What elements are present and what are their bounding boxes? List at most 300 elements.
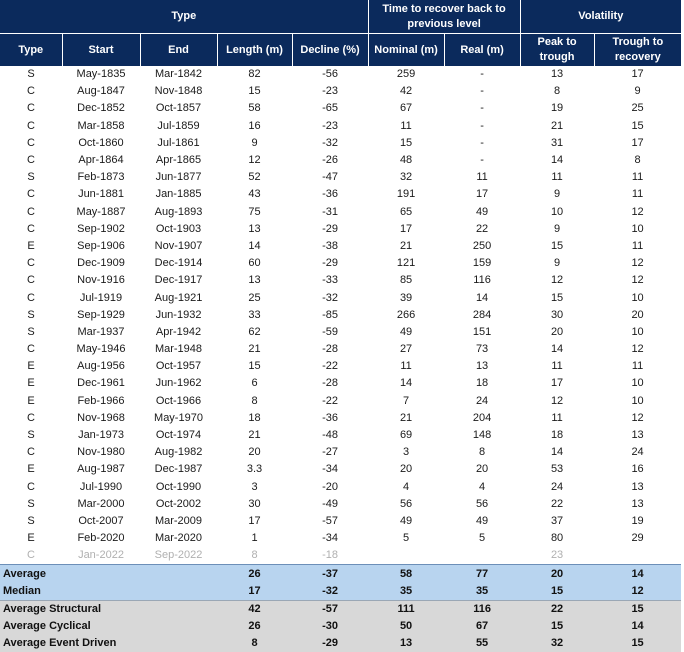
cell-trough-to-recovery: 13 bbox=[631, 480, 644, 493]
cell-start: May-1946 bbox=[76, 343, 126, 356]
cell-peak-to-trough: 15 bbox=[550, 239, 564, 252]
cell-nominal: 42 bbox=[399, 85, 413, 98]
cell-real: 11 bbox=[476, 171, 488, 184]
cell-decline: -31 bbox=[322, 205, 338, 218]
column-header-decline: Decline (%) bbox=[292, 34, 368, 67]
cell-decline: -85 bbox=[322, 308, 338, 321]
cell-nominal: 15 bbox=[399, 136, 413, 149]
table-row bbox=[0, 238, 681, 255]
cell-type: S bbox=[27, 171, 35, 184]
cell-real: - bbox=[480, 119, 484, 132]
cell-real: 67 bbox=[444, 618, 520, 635]
cell-length: 25 bbox=[248, 291, 261, 304]
cell-type: C bbox=[27, 480, 35, 493]
table-row bbox=[0, 118, 681, 135]
cell-peak-to-trough: 15 bbox=[520, 583, 594, 601]
cell-nominal: 3 bbox=[403, 446, 410, 459]
cell-length: 18 bbox=[248, 411, 261, 424]
cell-end: Oct-1974 bbox=[155, 429, 202, 442]
cell-real: 148 bbox=[472, 429, 492, 442]
cell-length: 26 bbox=[217, 618, 292, 635]
cell-nominal: 50 bbox=[368, 618, 444, 635]
cell-trough-to-recovery: 25 bbox=[631, 102, 644, 115]
cell-peak-to-trough: 31 bbox=[550, 136, 564, 149]
cell-nominal: 13 bbox=[368, 635, 444, 652]
cell-trough-to-recovery: 14 bbox=[594, 618, 681, 635]
cell-type: C bbox=[27, 549, 35, 562]
table-summary bbox=[0, 565, 681, 652]
cell-real: 14 bbox=[475, 291, 489, 304]
cell-nominal: 266 bbox=[396, 308, 416, 321]
cell-nominal: 39 bbox=[399, 291, 413, 304]
cell-real: 49 bbox=[475, 205, 489, 218]
cell-nominal: 58 bbox=[368, 565, 444, 583]
table-row bbox=[0, 66, 681, 83]
cell-peak-to-trough: 53 bbox=[550, 463, 564, 476]
cell-peak-to-trough: 21 bbox=[550, 119, 564, 132]
cell-length: 20 bbox=[248, 446, 261, 459]
cell-real: 56 bbox=[475, 497, 489, 510]
cell-trough-to-recovery: 9 bbox=[634, 85, 641, 98]
cell-end: Aug-1893 bbox=[154, 205, 203, 218]
cell-peak-to-trough: 30 bbox=[550, 308, 564, 321]
cell-start: Mar-1937 bbox=[77, 325, 125, 338]
cell-peak-to-trough: 13 bbox=[550, 68, 564, 81]
cell-nominal: 191 bbox=[396, 188, 416, 201]
cell-end: Nov-1907 bbox=[154, 239, 203, 252]
cell-nominal: 14 bbox=[399, 377, 413, 390]
summary-row bbox=[0, 600, 681, 618]
cell-peak-to-trough: 23 bbox=[550, 549, 564, 562]
cell-nominal: 21 bbox=[399, 239, 413, 252]
summary-label: Average Structural bbox=[0, 600, 217, 618]
cell-peak-to-trough: 32 bbox=[520, 635, 594, 652]
cell-start: Apr-1864 bbox=[78, 154, 124, 167]
table-row bbox=[0, 375, 681, 392]
cell-real: 22 bbox=[475, 222, 489, 235]
cell-trough-to-recovery: 12 bbox=[631, 274, 644, 287]
cell-type: C bbox=[27, 222, 35, 235]
cell-real: - bbox=[480, 102, 484, 115]
cell-end: Oct-1903 bbox=[155, 222, 202, 235]
cell-decline: -34 bbox=[322, 463, 338, 476]
cell-decline: -49 bbox=[322, 497, 338, 510]
cell-nominal: 111 bbox=[368, 600, 444, 618]
cell-peak-to-trough: 15 bbox=[550, 291, 564, 304]
cell-start: Nov-1916 bbox=[77, 274, 125, 287]
cell-start: Nov-1968 bbox=[77, 411, 125, 424]
cell-real: 73 bbox=[475, 343, 489, 356]
cell-nominal: 5 bbox=[403, 532, 410, 545]
cell-length: 1 bbox=[251, 532, 258, 545]
summary-row bbox=[0, 618, 681, 635]
cell-type: S bbox=[27, 497, 35, 510]
cell-decline: -38 bbox=[322, 239, 338, 252]
table-row bbox=[0, 221, 681, 238]
cell-end: Jul-1859 bbox=[157, 119, 200, 132]
table-row bbox=[0, 289, 681, 306]
cell-length: 15 bbox=[248, 360, 261, 373]
cell-length: 43 bbox=[248, 188, 261, 201]
cell-nominal: 85 bbox=[399, 274, 413, 287]
column-header-end: End bbox=[140, 34, 217, 67]
cell-nominal: 20 bbox=[399, 463, 413, 476]
cell-nominal: 56 bbox=[399, 497, 413, 510]
summary-label: Median bbox=[0, 583, 217, 601]
cell-peak-to-trough: 11 bbox=[551, 171, 563, 184]
cell-start: Mar-1858 bbox=[77, 119, 125, 132]
cell-decline: -27 bbox=[322, 446, 338, 459]
cell-start: Jul-1990 bbox=[79, 480, 123, 493]
table-row bbox=[0, 393, 681, 410]
cell-start: Oct-2007 bbox=[78, 514, 124, 527]
cell-peak-to-trough: 12 bbox=[550, 274, 564, 287]
cell-trough-to-recovery: 13 bbox=[631, 429, 644, 442]
cell-real: - bbox=[480, 154, 484, 167]
cell-type: C bbox=[27, 102, 35, 115]
cell-length: 62 bbox=[248, 325, 261, 338]
cell-nominal bbox=[368, 547, 444, 565]
cell-end: Oct-1966 bbox=[155, 394, 202, 407]
cell-end: Oct-1857 bbox=[155, 102, 202, 115]
cell-nominal: 259 bbox=[396, 68, 416, 81]
cell-trough-to-recovery: 15 bbox=[594, 635, 681, 652]
cell-length: 13 bbox=[248, 274, 261, 287]
table-row bbox=[0, 496, 681, 513]
cell-type: C bbox=[27, 257, 35, 270]
cell-length: 15 bbox=[248, 85, 261, 98]
cell-length: 14 bbox=[248, 239, 261, 252]
cell-decline: -36 bbox=[322, 411, 338, 424]
cell-type: C bbox=[27, 411, 35, 424]
cell-decline: -29 bbox=[322, 257, 338, 270]
cell-nominal: 121 bbox=[396, 257, 416, 270]
cell-peak-to-trough: 37 bbox=[550, 514, 564, 527]
cell-type: C bbox=[27, 188, 35, 201]
cell-trough-to-recovery: 17 bbox=[631, 68, 644, 81]
cell-trough-to-recovery: 17 bbox=[631, 136, 644, 149]
cell-trough-to-recovery: 10 bbox=[631, 377, 644, 390]
cell-real: 35 bbox=[444, 583, 520, 601]
cell-nominal: 67 bbox=[399, 102, 413, 115]
cell-peak-to-trough: 14 bbox=[550, 343, 564, 356]
cell-end: Jun-1877 bbox=[155, 171, 202, 184]
cell-type: S bbox=[27, 429, 35, 442]
table-row bbox=[0, 358, 681, 375]
summary-label: Average Event Driven bbox=[0, 635, 217, 652]
cell-end: Oct-1990 bbox=[155, 480, 202, 493]
cell-start: May-1887 bbox=[76, 205, 126, 218]
summary-label: Average bbox=[0, 565, 217, 583]
cell-real: 250 bbox=[472, 239, 492, 252]
table-row bbox=[0, 341, 681, 358]
column-header-peak-to-trough: Peak to trough bbox=[520, 34, 594, 67]
cell-type: E bbox=[27, 394, 35, 407]
table-row bbox=[0, 461, 681, 478]
summary-row bbox=[0, 565, 681, 583]
cell-trough-to-recovery: 12 bbox=[631, 343, 644, 356]
cell-type: S bbox=[27, 325, 35, 338]
cell-length: 8 bbox=[217, 635, 292, 652]
cell-peak-to-trough: 11 bbox=[551, 411, 563, 424]
cell-trough-to-recovery: 10 bbox=[631, 325, 644, 338]
cell-start: Aug-1956 bbox=[77, 360, 125, 373]
table-row bbox=[0, 307, 681, 324]
cell-peak-to-trough: 14 bbox=[550, 446, 564, 459]
cell-peak-to-trough: 14 bbox=[550, 154, 564, 167]
cell-end: Apr-1865 bbox=[155, 154, 202, 167]
table-row bbox=[0, 479, 681, 496]
cell-end: Jun-1932 bbox=[155, 308, 202, 321]
cell-end: Aug-1921 bbox=[154, 291, 203, 304]
cell-peak-to-trough: 20 bbox=[550, 325, 564, 338]
table-row bbox=[0, 530, 681, 547]
cell-length: 52 bbox=[248, 171, 261, 184]
cell-type: E bbox=[27, 377, 35, 390]
cell-trough-to-recovery: 19 bbox=[631, 514, 644, 527]
cell-decline: -23 bbox=[322, 85, 338, 98]
cell-peak-to-trough: 24 bbox=[550, 480, 564, 493]
cell-trough-to-recovery: 16 bbox=[631, 463, 644, 476]
cell-peak-to-trough: 9 bbox=[554, 188, 561, 201]
cell-length: 60 bbox=[248, 257, 261, 270]
cell-real: 24 bbox=[475, 394, 489, 407]
cell-type: C bbox=[27, 446, 35, 459]
cell-type: E bbox=[27, 360, 35, 373]
cell-length: 3 bbox=[251, 480, 258, 493]
cell-trough-to-recovery bbox=[594, 547, 681, 565]
cell-start: Jan-1973 bbox=[78, 429, 124, 442]
cell-real: 5 bbox=[479, 532, 486, 545]
cell-end: Mar-2020 bbox=[154, 532, 203, 545]
cell-trough-to-recovery: 12 bbox=[631, 205, 644, 218]
cell-real: - bbox=[480, 85, 484, 98]
table-row bbox=[0, 83, 681, 100]
cell-trough-to-recovery: 15 bbox=[631, 119, 644, 132]
cell-peak-to-trough: 22 bbox=[550, 497, 564, 510]
cell-real: 18 bbox=[475, 377, 489, 390]
cell-decline: -48 bbox=[322, 429, 338, 442]
column-header-nominal: Nominal (m) bbox=[368, 34, 444, 67]
cell-type: C bbox=[27, 119, 35, 132]
cell-length: 16 bbox=[248, 119, 261, 132]
cell-trough-to-recovery: 20 bbox=[631, 308, 644, 321]
cell-decline: -28 bbox=[322, 343, 338, 356]
cell-length: 82 bbox=[248, 68, 261, 81]
cell-nominal: 32 bbox=[399, 171, 413, 184]
cell-real: 17 bbox=[475, 188, 489, 201]
cell-trough-to-recovery: 11 bbox=[631, 239, 644, 252]
cell-type: C bbox=[27, 85, 35, 98]
cell-length: 8 bbox=[251, 394, 258, 407]
table-header bbox=[0, 0, 681, 66]
cell-trough-to-recovery: 12 bbox=[631, 411, 644, 424]
cell-real: 284 bbox=[472, 308, 492, 321]
cell-end: Dec-1987 bbox=[154, 463, 203, 476]
cell-real: 55 bbox=[444, 635, 520, 652]
cell-real: 49 bbox=[475, 514, 489, 527]
cell-trough-to-recovery: 29 bbox=[631, 532, 644, 545]
table-row bbox=[0, 444, 681, 461]
cell-start: Oct-1860 bbox=[78, 136, 124, 149]
cell-trough-to-recovery: 12 bbox=[631, 257, 644, 270]
cell-length: 9 bbox=[251, 136, 258, 149]
cell-decline: -47 bbox=[322, 171, 338, 184]
cell-decline: -36 bbox=[322, 188, 338, 201]
cell-start: Sep-1929 bbox=[77, 308, 125, 321]
cell-decline: -32 bbox=[292, 583, 368, 601]
cell-real: 151 bbox=[472, 325, 492, 338]
cell-start: Dec-1909 bbox=[77, 257, 125, 270]
column-header-type: Type bbox=[0, 34, 62, 67]
cell-type: C bbox=[27, 136, 35, 149]
cell-peak-to-trough: 9 bbox=[554, 257, 561, 270]
cell-type: E bbox=[27, 463, 35, 476]
cell-decline: -33 bbox=[322, 274, 338, 287]
column-header-real: Real (m) bbox=[444, 34, 520, 67]
cell-peak-to-trough: 10 bbox=[550, 205, 564, 218]
cell-end: Oct-2002 bbox=[155, 497, 202, 510]
cell-decline: -26 bbox=[322, 154, 338, 167]
cell-decline: -34 bbox=[322, 532, 338, 545]
cell-real: 159 bbox=[472, 257, 492, 270]
cell-end: Apr-1942 bbox=[155, 325, 202, 338]
cell-decline: -32 bbox=[322, 291, 338, 304]
cell-peak-to-trough: 17 bbox=[550, 377, 564, 390]
cell-end: Mar-1948 bbox=[154, 343, 203, 356]
cell-nominal: 48 bbox=[399, 154, 413, 167]
cell-type: C bbox=[27, 154, 35, 167]
cell-length: 21 bbox=[248, 429, 261, 442]
group-header-type: Type bbox=[0, 0, 368, 34]
cell-decline: -37 bbox=[292, 565, 368, 583]
cell-type: S bbox=[27, 308, 35, 321]
cell-trough-to-recovery: 10 bbox=[631, 291, 644, 304]
cell-end: Aug-1982 bbox=[154, 446, 203, 459]
cell-end: Nov-1848 bbox=[154, 85, 203, 98]
cell-nominal: 69 bbox=[399, 429, 413, 442]
cell-nominal: 7 bbox=[403, 394, 410, 407]
cell-peak-to-trough: 22 bbox=[520, 600, 594, 618]
cell-decline: -29 bbox=[292, 635, 368, 652]
cell-start: Dec-1852 bbox=[77, 102, 125, 115]
cell-trough-to-recovery: 15 bbox=[594, 600, 681, 618]
table-row bbox=[0, 410, 681, 427]
cell-length: 17 bbox=[248, 514, 261, 527]
cell-decline: -22 bbox=[322, 394, 338, 407]
cell-decline: -57 bbox=[292, 600, 368, 618]
cell-decline: -28 bbox=[322, 377, 338, 390]
cell-peak-to-trough: 11 bbox=[551, 360, 563, 373]
table-row bbox=[0, 204, 681, 221]
cell-peak-to-trough: 18 bbox=[550, 429, 564, 442]
table-row bbox=[0, 427, 681, 444]
table-row bbox=[0, 169, 681, 186]
cell-peak-to-trough: 19 bbox=[550, 102, 564, 115]
cell-end: Dec-1914 bbox=[154, 257, 203, 270]
cell-nominal: 27 bbox=[399, 343, 413, 356]
cell-peak-to-trough: 15 bbox=[520, 618, 594, 635]
table-row bbox=[0, 272, 681, 289]
group-header-recover: Time to recover back to previous level bbox=[368, 0, 520, 34]
cell-nominal: 65 bbox=[399, 205, 413, 218]
cell-type: E bbox=[27, 239, 35, 252]
cell-end: Mar-1842 bbox=[154, 68, 203, 81]
cell-length: 21 bbox=[248, 343, 261, 356]
cell-type: E bbox=[27, 532, 35, 545]
cell-nominal: 21 bbox=[399, 411, 413, 424]
column-header-length: Length (m) bbox=[217, 34, 292, 67]
cell-real: 116 bbox=[473, 274, 491, 287]
cell-length: 8 bbox=[251, 549, 258, 562]
cell-real bbox=[444, 547, 520, 565]
cell-real: 20 bbox=[475, 463, 489, 476]
table-row bbox=[0, 135, 681, 152]
cell-start: Jan-2022 bbox=[78, 549, 124, 562]
cell-trough-to-recovery: 10 bbox=[631, 394, 644, 407]
cell-decline: -18 bbox=[322, 549, 338, 562]
cell-trough-to-recovery: 11 bbox=[631, 171, 644, 184]
column-header-start: Start bbox=[62, 34, 140, 67]
cell-end: Jan-1885 bbox=[155, 188, 202, 201]
cell-length: 13 bbox=[248, 222, 261, 235]
cell-start: Feb-2020 bbox=[77, 532, 125, 545]
cell-end: May-1970 bbox=[154, 411, 203, 424]
cell-nominal: 17 bbox=[399, 222, 413, 235]
cell-type: C bbox=[27, 274, 35, 287]
cell-decline: -20 bbox=[322, 480, 338, 493]
cell-peak-to-trough: 12 bbox=[550, 394, 564, 407]
cell-real: 204 bbox=[472, 411, 492, 424]
cell-decline: -30 bbox=[292, 618, 368, 635]
cell-real: - bbox=[480, 136, 484, 149]
summary-row bbox=[0, 635, 681, 652]
cell-real: 13 bbox=[475, 360, 489, 373]
cell-real: 77 bbox=[444, 565, 520, 583]
cell-real: 4 bbox=[479, 480, 486, 493]
cell-start: Feb-1873 bbox=[77, 171, 125, 184]
cell-trough-to-recovery: 13 bbox=[631, 497, 644, 510]
summary-label: Average Cyclical bbox=[0, 618, 217, 635]
cell-length: 6 bbox=[251, 377, 258, 390]
cell-start: Jul-1919 bbox=[79, 291, 123, 304]
cell-length: 26 bbox=[217, 565, 292, 583]
cell-real: 116 bbox=[444, 600, 520, 618]
cell-length: 75 bbox=[248, 205, 261, 218]
cell-length: 3.3 bbox=[246, 463, 263, 476]
cell-length: 17 bbox=[217, 583, 292, 601]
cell-type: C bbox=[27, 205, 35, 218]
cell-decline: -65 bbox=[322, 102, 338, 115]
cell-real: - bbox=[480, 68, 484, 81]
cell-decline: -29 bbox=[322, 222, 338, 235]
cell-nominal: 49 bbox=[399, 514, 413, 527]
column-header-trough-to-recovery: Trough to recovery bbox=[594, 34, 681, 67]
cell-start: Dec-1961 bbox=[77, 377, 125, 390]
cell-start: Feb-1966 bbox=[77, 394, 125, 407]
cell-start: Sep-1906 bbox=[77, 239, 125, 252]
cell-type: C bbox=[27, 291, 35, 304]
table-row bbox=[0, 186, 681, 203]
table-row bbox=[0, 513, 681, 530]
cell-length: 30 bbox=[248, 497, 261, 510]
cell-peak-to-trough: 8 bbox=[554, 85, 561, 98]
table-row bbox=[0, 324, 681, 341]
cell-peak-to-trough: 20 bbox=[520, 565, 594, 583]
table-row bbox=[0, 547, 681, 565]
cell-decline: -22 bbox=[322, 360, 338, 373]
cell-type: S bbox=[27, 68, 35, 81]
